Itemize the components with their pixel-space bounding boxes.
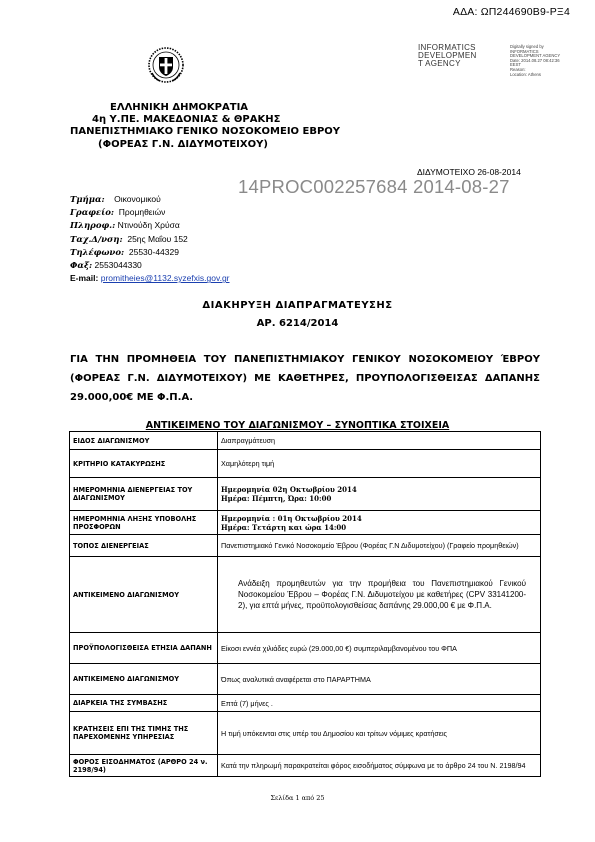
info-value: 2553044330 (94, 260, 142, 271)
signature-detail-line: Location: Athens (510, 71, 541, 77)
table-row (70, 712, 541, 755)
header-hospital-unit: (ΦΟΡΕΑΣ Γ.Ν. ΔΙΔΥΜΟΤΕΙΧΟΥ) (98, 139, 268, 150)
row-value: Ανάδειξη προμηθευτών για την προμήθεια του Πανεπιστημιακού Γενικού Νοσοκομείου Έβρου – Φορέας Γ.Ν. Διδυμοτείχου με καθετήρες (CPV 33141200-2), για επτά μήνες, προϋπολογισθείσας δαπάνης 29.000,00 € με Φ.Π.Α. (218, 557, 541, 633)
signature-detail-line: INFORMATICS (510, 48, 539, 54)
email-link[interactable]: promitheies@1132.syzefxis.gov.gr (100, 273, 230, 284)
signature-org-line: INFORMATICS (418, 43, 476, 52)
info-label: Τμήμα: (70, 195, 105, 205)
signature-detail-line: Date: 2014.08.27 08:42:36 (510, 57, 560, 63)
info-label: Πληροφ.: (70, 221, 116, 232)
info-label: Ταχ.Δ/νση: (70, 234, 123, 245)
signature-detail-line: Digitally signed by (510, 44, 544, 49)
row-value: Πανεπιστημιακό Γενικό Νοσοκομείο Έβρου (Φορέας Γ.Ν Διδυμοτείχου) (Γραφείο προμηθειών) (218, 535, 541, 557)
info-value: Ντινούδη Χρύσα (117, 220, 180, 231)
row-value: Όπως αναλυτικά αναφέρεται στο ΠΑΡΑΡΤΗΜΑ (218, 664, 541, 695)
table-row (70, 432, 541, 450)
summary-table (69, 431, 541, 777)
info-value: 25ης Μαΐου 152 (127, 233, 188, 244)
signature-detail-line: DEVELOPMENT AGENCY (510, 53, 561, 59)
info-label: Φαξ: (70, 261, 93, 272)
day-time-line: Ημέρα: Πέμπτη, Ώρα: 10:00 (221, 494, 332, 503)
greek-coat-of-arms-icon (146, 45, 186, 85)
info-value: 25530-44329 (128, 246, 179, 257)
table-row (70, 695, 541, 712)
table-row (70, 633, 541, 664)
table-title: ΑΝΤΙΚΕΙΜΕΝΟ ΤΟΥ ΔΙΑΓΩΝΙΣΜΟΥ – ΣΥΝΟΠΤΙΚΑ ΣΤΟΙΧΕΙΑ (145, 420, 450, 431)
row-key: ΕΙΔΟΣ ΔΙΑΓΩΝΙΣΜΟΥ (70, 432, 218, 450)
row-key: ΔΙΑΡΚΕΙΑ ΤΗΣ ΣΥΜΒΑΣΗΣ (70, 695, 218, 712)
header-republic: ΕΛΛΗΝΙΚΗ ΔΗΜΟΚΡΑΤΙΑ (110, 102, 249, 113)
header-health-region: 4η Υ.ΠΕ. ΜΑΚΕΔΟΝΙΑΣ & ΘΡΑΚΗΣ (92, 114, 281, 125)
signature-detail-line: Reason: (510, 66, 526, 72)
document-subject: ΓΙΑ ΤΗΝ ΠΡΟΜΗΘΕΙΑ ΤΟΥ ΠΑΝΕΠΙΣΤΗΜΙΑΚΟΥ ΓΕΝΙΚΟΥ ΝΟΣΟΚΟΜΕΙΟΥ ΈΒΡΟΥ (ΦΟΡΕΑΣ Γ.Ν. ΔΙΔΥΜΟΤΕΙΧΟΥ) ΜΕ ΚΑΘΕΤΗΡΕΣ, ΠΡΟΥΠΟΛΟΓΙΣΘΕΙΣΑΣ ΔΑΠΑΝΗΣ 29.000,00€ ΜΕ Φ.Π.Α. (70, 354, 540, 403)
row-value: Διαπραγμάτευση (218, 432, 541, 450)
row-value: Κατά την πληρωμή παρακρατείται φόρος εισοδήματος σύμφωνα με το άρθρο 24 του Ν. 2198/94 (218, 755, 541, 777)
table-row (70, 535, 541, 557)
document-number: ΑΡ. 6214/2014 (256, 318, 339, 329)
signature-org-line: T AGENCY (418, 59, 461, 68)
row-key: ΑΝΤΙΚΕΙΜΕΝΟ ΔΙΑΓΩΝΙΣΜΟΥ (70, 557, 218, 633)
info-label: E-mail: (70, 273, 99, 284)
table-row (70, 450, 541, 478)
signature-detail-line: EEST (510, 62, 521, 68)
page-number: Σελίδα 1 από 25 (270, 794, 325, 802)
row-key: ΠΡΟΫΠΟΛΟΓΙΣΘΕΙΣΑ ΕΤΗΣΙΑ ΔΑΠΑΝΗ (70, 633, 218, 664)
row-value (218, 478, 541, 511)
row-value (218, 511, 541, 535)
row-key: ΤΟΠΟΣ ΔΙΕΝΕΡΓΕΙΑΣ (70, 535, 218, 557)
row-value: Η τιμή υπόκεινται στις υπέρ του Δημοσίου και τρίτων νόμιμες κρατήσεις (218, 712, 541, 755)
signature-org-line: DEVELOPMEN (418, 51, 477, 60)
row-key: ΚΡΑΤΗΣΕΙΣ ΕΠΙ ΤΗΣ ΤΙΜΗΣ ΤΗΣ ΠΑΡΕΧΟΜΕΝΗΣ ΥΠΗΡΕΣΙΑΣ (70, 712, 218, 755)
info-row (70, 246, 230, 259)
row-value: Είκοσι εννέα χιλιάδες ευρώ (29.000,00 €) συμπεριλαμβανομένου του ΦΠΑ (218, 633, 541, 664)
table-row (70, 755, 541, 777)
digital-signature-details (510, 45, 572, 77)
row-key: ΦΟΡΟΣ ΕΙΣΟΔΗΜΑΤΟΣ (ΑΡΘΡΟ 24 ν. 2198/94) (70, 755, 218, 777)
row-value: Χαμηλότερη τιμή (218, 450, 541, 478)
protocol-stamp: 14PROC002257684 2014-08-27 (238, 176, 510, 197)
table-row (70, 511, 541, 535)
contact-info (70, 193, 230, 284)
info-label: Τηλέφωνο: (70, 247, 125, 258)
table-row (70, 557, 541, 633)
document-title: ΔΙΑΚΗΡΥΞΗ ΔΙΑΠΡΑΓΜΑΤΕΥΣΗΣ (202, 300, 393, 311)
table-row (70, 664, 541, 695)
date-line: Ημερομηνία : 01η Οκτωβρίου 2014 (221, 513, 362, 523)
info-label: Γραφείο: (70, 208, 115, 219)
ada-code: ΑΔΑ: ΩΠ244690Β9-ΡΞ4 (452, 6, 570, 18)
table-row (70, 478, 541, 511)
info-row (70, 259, 230, 272)
place-date: ΔΙΔΥΜΟΤΕΙΧΟ 26-08-2014 (417, 167, 521, 177)
info-value: Προμηθειών (118, 207, 166, 218)
info-row (70, 272, 230, 284)
info-value: Οικονομικού (114, 194, 161, 204)
info-row (70, 219, 230, 232)
digital-signature-org (418, 44, 477, 68)
row-key: ΑΝΤΙΚΕΙΜΕΝΟ ΔΙΑΓΩΝΙΣΜΟΥ (70, 664, 218, 695)
row-value: Επτά (7) μήνες . (218, 695, 541, 712)
day-time-line: Ημέρα: Τετάρτη και ώρα 14:00 (221, 522, 347, 532)
row-key: ΚΡΙΤΗΡΙΟ ΚΑΤΑΚΥΡΩΣΗΣ (70, 450, 218, 478)
info-row (70, 193, 230, 206)
row-key: ΗΜΕΡΟΜΗΝΙΑ ΛΗΞΗΣ ΥΠΟΒΟΛΗΣ ΠΡΟΣΦΟΡΩΝ (70, 511, 218, 535)
info-row (70, 233, 230, 246)
date-line: Ημερομηνία 02η Οκτωβρίου 2014 (221, 485, 357, 494)
header-hospital: ΠΑΝΕΠΙΣΤΗΜΙΑΚΟ ΓΕΝΙΚΟ ΝΟΣΟΚΟΜΕΙΟ ΕΒΡΟΥ (70, 126, 341, 137)
row-key: ΗΜΕΡΟΜΗΝΙΑ ΔΙΕΝΕΡΓΕΙΑΣ ΤΟΥ ΔΙΑΓΩΝΙΣΜΟΥ (70, 478, 218, 511)
info-row (70, 206, 230, 219)
